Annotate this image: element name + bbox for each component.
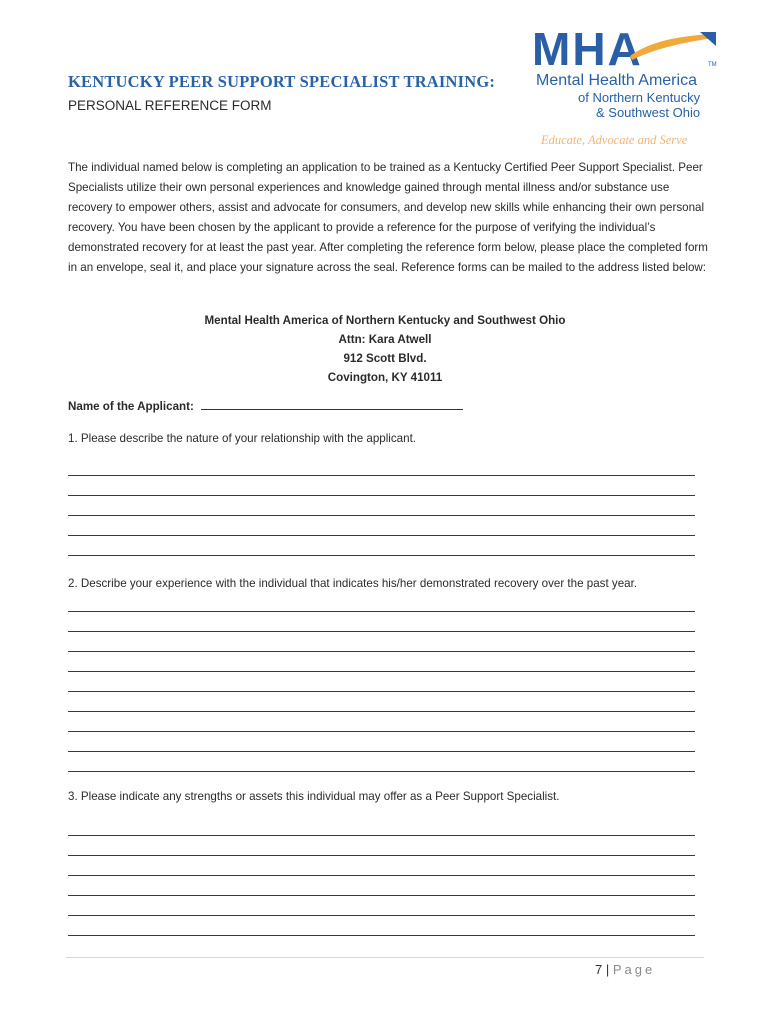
answer-line[interactable] bbox=[68, 456, 695, 476]
answer-line[interactable] bbox=[68, 632, 695, 652]
logo-swoosh-icon bbox=[626, 30, 718, 64]
answer-line[interactable] bbox=[68, 916, 695, 936]
answer-line[interactable] bbox=[68, 732, 695, 752]
answer-line[interactable] bbox=[68, 856, 695, 876]
question-3: 3. Please indicate any strengths or assets this individual may offer as a Peer Support Specialist. bbox=[68, 790, 560, 803]
address-attn: Attn: Kara Atwell bbox=[338, 333, 432, 346]
answer-line[interactable] bbox=[68, 516, 695, 536]
page-separator: | bbox=[605, 962, 610, 977]
answer-line[interactable] bbox=[68, 652, 695, 672]
answer-line[interactable] bbox=[68, 476, 695, 496]
mha-logo bbox=[528, 23, 718, 128]
mailing-address bbox=[68, 311, 702, 387]
answer-line[interactable] bbox=[68, 712, 695, 732]
answer-line[interactable] bbox=[68, 752, 695, 772]
question-1: 1. Please describe the nature of your relationship with the applicant. bbox=[68, 432, 417, 445]
answer-line[interactable] bbox=[68, 836, 695, 856]
logo-trademark: TM bbox=[708, 62, 717, 68]
intro-paragraph: The individual named below is completing an application to be trained as a Kentucky Certified Peer Support Specialist. Peer Specialists utilize their own personal experiences and knowledge gained through mental illness and/or substance use recovery to empower others, assist and advocate for consumers, and develop new skills while enhancing their own personal recovery. You have been chosen by the applicant to provide a reference for the purpose of verifying the individual’s demonstrated recovery for at least the past year. After completing the reference form below, please place the completed form in an envelope, seal it, and place your signature across the seal. Reference forms can be mailed to the address listed below: bbox=[68, 161, 708, 274]
address-org: Mental Health America of Northern Kentucky and Southwest Ohio bbox=[204, 314, 566, 327]
answer-line[interactable] bbox=[68, 496, 695, 516]
answer-line[interactable] bbox=[68, 876, 695, 896]
page-label: Page bbox=[612, 962, 656, 977]
answer-2-lines[interactable] bbox=[68, 592, 695, 772]
answer-3-lines[interactable] bbox=[68, 816, 695, 936]
logo-line-3: & Southwest Ohio bbox=[596, 105, 701, 120]
address-city: Covington, KY 41011 bbox=[327, 371, 443, 384]
logo-line-2: of Northern Kentucky bbox=[578, 90, 701, 105]
applicant-name-row bbox=[68, 399, 463, 413]
applicant-name-label: Name of the Applicant: bbox=[68, 400, 194, 413]
address-street: 912 Scott Blvd. bbox=[343, 352, 427, 365]
form-subtitle: PERSONAL REFERENCE FORM bbox=[68, 98, 272, 113]
answer-line[interactable] bbox=[68, 692, 695, 712]
applicant-name-field[interactable] bbox=[201, 399, 463, 410]
question-2: 2. Describe your experience with the individual that indicates his/her demonstrated recovery over the past year. bbox=[68, 577, 638, 590]
answer-line[interactable] bbox=[68, 536, 695, 556]
answer-line[interactable] bbox=[68, 896, 695, 916]
answer-line[interactable] bbox=[68, 816, 695, 836]
page-number: 7 bbox=[595, 962, 603, 977]
answer-line[interactable] bbox=[68, 672, 695, 692]
answer-1-lines[interactable] bbox=[68, 456, 695, 556]
logo-tagline: Educate, Advocate and Serve bbox=[541, 133, 688, 147]
answer-line[interactable] bbox=[68, 592, 695, 612]
form-title: KENTUCKY PEER SUPPORT SPECIALIST TRAINING: bbox=[68, 72, 496, 91]
logo-line-1: Mental Health America bbox=[536, 72, 697, 89]
logo-wordmark: MHA bbox=[532, 23, 643, 75]
footer-divider bbox=[66, 957, 704, 958]
page-footer bbox=[595, 962, 655, 977]
answer-line[interactable] bbox=[68, 612, 695, 632]
